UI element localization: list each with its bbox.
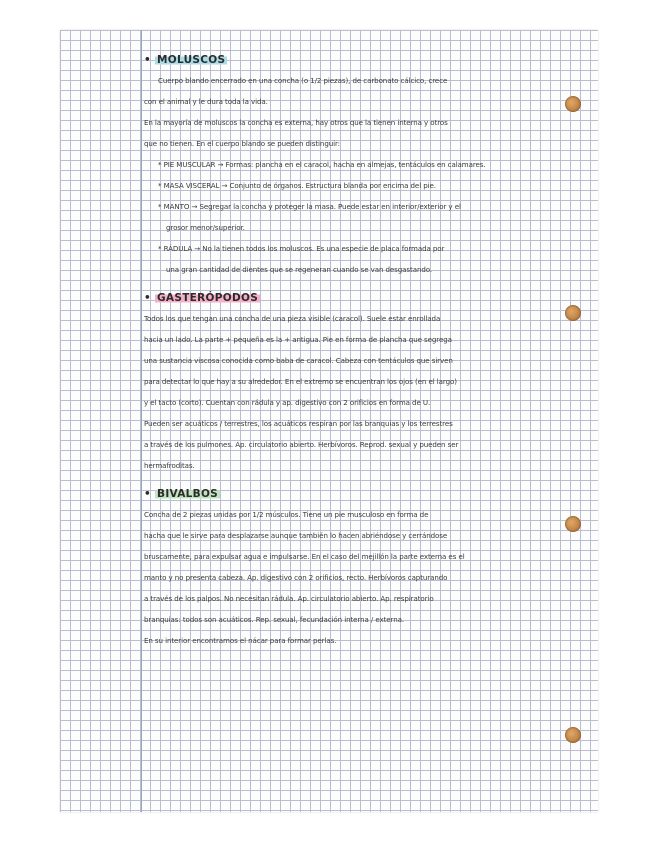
section-title: MOLUSCOS — [157, 54, 226, 66]
section-body-gasteropodos — [144, 308, 592, 476]
text-line: branquias: todos son acuáticos. Rep. sexual, fecundación interna / externa. — [144, 615, 405, 624]
section-heading-bivalbos — [144, 484, 592, 504]
text-line: * MASA VISCERAL → Conjunto de órganos. Estructura blanda por encima del pie. — [158, 181, 436, 190]
spacer — [144, 476, 592, 484]
notebook-page — [60, 30, 598, 812]
margin-line — [141, 30, 142, 812]
text-line: a través de los pulmones. Ap. circulatorio abierto. Herbívoros. Reprod. sexual y pueden ser — [144, 440, 459, 449]
text-line: * PIE MUSCULAR → Formas: plancha en el caracol, hacha en almejas, tentáculos en calamares. — [158, 160, 486, 169]
text-line: hacha que le sirve para desplazarse aunque también lo hacen abriéndose y cerrándose — [144, 531, 448, 540]
text-line: una gran cantidad de dientes que se regeneran cuando se van desgastando. — [166, 265, 433, 274]
text-line: Cuerpo blando encerrado en una concha (o 1/2 piezas), de carbonato cálcico, crece — [158, 76, 448, 85]
section-heading-moluscos — [144, 50, 592, 70]
text-line: grosor menor/superior. — [166, 223, 245, 232]
text-line: a través de los palpos. No necesitan rádula. Ap. circulatorio abierto. Ap. respiratorio — [144, 594, 434, 603]
section-title: GASTERÓPODOS — [157, 292, 259, 304]
text-line: que no tienen. En el cuerpo blando se pueden distinguir: — [144, 139, 340, 148]
section-heading-gasteropodos — [144, 288, 592, 308]
text-line: En la mayoría de moluscos la concha es externa, hay otros que la tienen interna y otros — [144, 118, 448, 127]
text-line: En su interior encontramos el nácar para formar perlas. — [144, 636, 337, 645]
section-title: BIVALBOS — [157, 488, 219, 500]
text-line: manto y no presenta cabeza. Ap. digestivo con 2 orificios, recto. Herbívoros capturando — [144, 573, 448, 582]
bullet-icon: • — [144, 54, 152, 66]
text-line: con el animal y le dura toda la vida. — [144, 97, 268, 106]
text-line: hermafroditas. — [144, 461, 195, 470]
section-body-moluscos — [144, 70, 592, 280]
text-line: Pueden ser acuáticos / terrestres, los acuáticos respiran por las branquias y los terrestres — [144, 419, 453, 428]
binder-hole — [565, 727, 581, 743]
text-line: bruscamente, para expulsar agua e impulsarse. En el caso del mejillón la parte externa es el — [144, 552, 465, 561]
text-line: Todos los que tengan una concha de una pieza visible (caracol). Suele estar enrollada — [144, 314, 441, 323]
text-line: una sustancia viscosa conocida como baba de caracol. Cabeza con tentáculos que sirven — [144, 356, 453, 365]
text-line: * RÁDULA → No la tienen todos los moluscos. Es una especie de placa formada por — [158, 244, 445, 253]
text-line: y el tacto (corto). Cuentan con rádula y ap. digestivo con 2 orificios en forma de U. — [144, 398, 431, 407]
text-line: * MANTO → Segregar la concha y proteger la masa. Puede estar en interior/exterior y el — [158, 202, 461, 211]
text-line: Concha de 2 piezas unidas por 1/2 músculos. Tiene un pie musculoso en forma de — [144, 510, 429, 519]
notes-content — [144, 50, 592, 651]
spacer — [144, 280, 592, 288]
bullet-icon: • — [144, 292, 152, 304]
bullet-icon: • — [144, 488, 152, 500]
text-line: hacia un lado. La parte + pequeña es la + antigua. Pie en forma de plancha que segrega — [144, 335, 452, 344]
text-line: para detectar lo que hay a su alrededor. En el extremo se encuentran los ojos (en el largo) — [144, 377, 457, 386]
section-body-bivalbos — [144, 504, 592, 651]
